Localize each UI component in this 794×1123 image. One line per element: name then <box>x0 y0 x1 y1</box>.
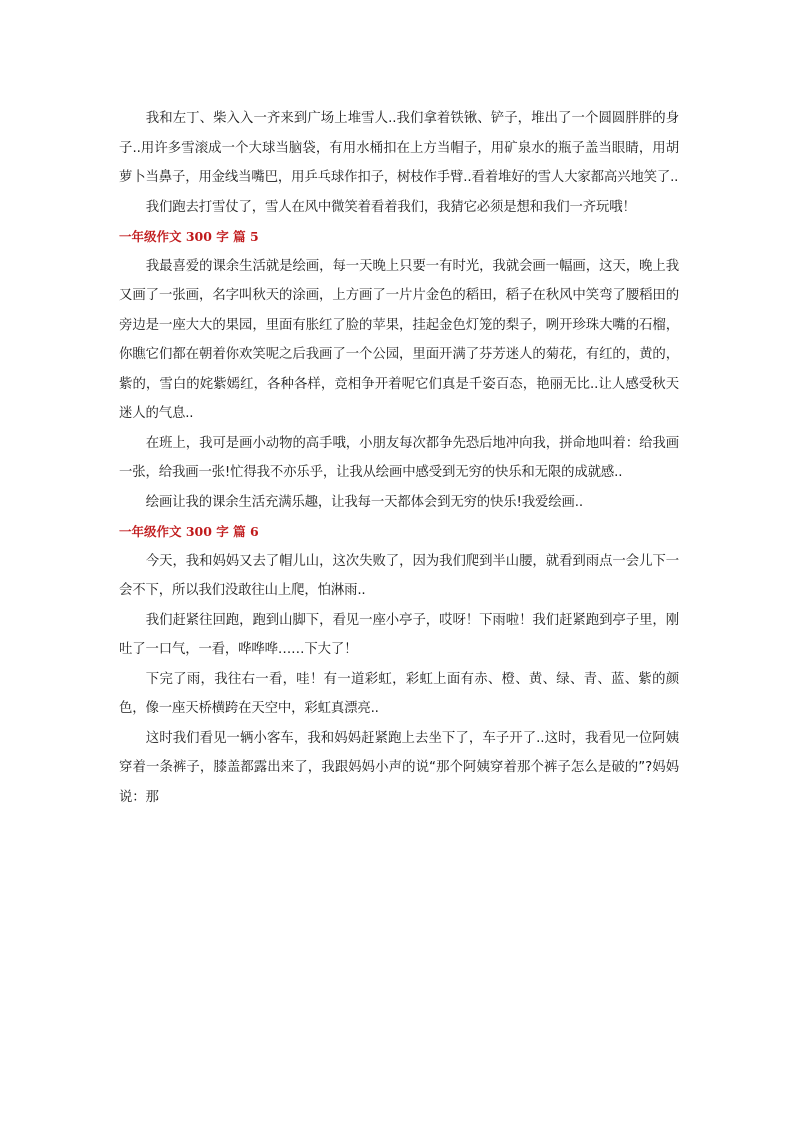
document-page <box>119 104 679 812</box>
section-heading: 一年级作文 300 字 篇 5 <box>119 229 259 244</box>
paragraph: 这时我们看见一辆小客车，我和妈妈赶紧跑上去坐下了，车子开了..这时，我看见一位阿姨穿着一条裤子，膝盖都露出来了，我跟妈妈小声的说“那个阿姨穿着那个裤子怎么是破的”?妈妈说：那 <box>119 730 679 805</box>
paragraph: 我和左丁、柴入入一齐来到广场上堆雪人..我们拿着铁锹、铲子，堆出了一个圆圆胖胖的身子..用许多雪滚成一个大球当脑袋，有用水桶扣在上方当帽子，用矿泉水的瓶子盖当眼睛，用胡萝卜当鼻子，用金线当嘴巴，用乒乓球作扣子，树枝作手臂..看着堆好的雪人大家都高兴地笑了.. <box>119 111 679 185</box>
section-heading: 一年级作文 300 字 篇 6 <box>119 524 259 539</box>
paragraph: 下完了雨，我往右一看，哇！有一道彩虹，彩虹上面有赤、橙、黄、绿、青、蓝、紫的颜色，像一座天桥横跨在天空中，彩虹真漂亮.. <box>119 671 679 716</box>
paragraph: 我们跑去打雪仗了，雪人在风中微笑着看着我们，我猜它必须是想和我们一齐玩哦！ <box>145 199 636 215</box>
paragraph: 我最喜爱的课余生活就是绘画，每一天晚上只要一有时光，我就会画一幅画，这天，晚上我又画了一张画，名字叫秋天的涂画，上方画了一片片金色的稻田，稻子在秋风中笑弯了腰稻田的旁边是一座大大的果园，里面有胀红了脸的苹果，挂起金色灯笼的梨子，咧开珍珠大嘴的石榴，你瞧它们都在朝着你欢笑呢之后我画了一个公园，里面开满了芬芳迷人的菊花，有红的，黄的，紫的，雪白的姹紫嫣红，各种各样，竞相争开着呢它们真是千姿百态，艳丽无比..让人感受秋天迷人的气息.. <box>119 258 679 421</box>
paragraph: 绘画让我的课余生活充满乐趣，让我每一天都体会到无穷的快乐!我爱绘画.. <box>145 494 583 510</box>
paragraph: 我们赶紧往回跑，跑到山脚下，看见一座小亭子，哎呀！下雨啦！我们赶紧跑到亭子里，刚吐了一口气，一看，哗哗哗……下大了！ <box>119 612 679 657</box>
paragraph: 在班上，我可是画小动物的高手哦，小朋友每次都争先恐后地冲向我，拼命地叫着：给我画一张，给我画一张!忙得我不亦乐乎，让我从绘画中感受到无穷的快乐和无限的成就感.. <box>119 435 679 480</box>
paragraph: 今天，我和妈妈又去了帽儿山，这次失败了，因为我们爬到半山腰，就看到雨点一会儿下一会不下，所以我们没敢往山上爬，怕淋雨.. <box>119 553 679 598</box>
